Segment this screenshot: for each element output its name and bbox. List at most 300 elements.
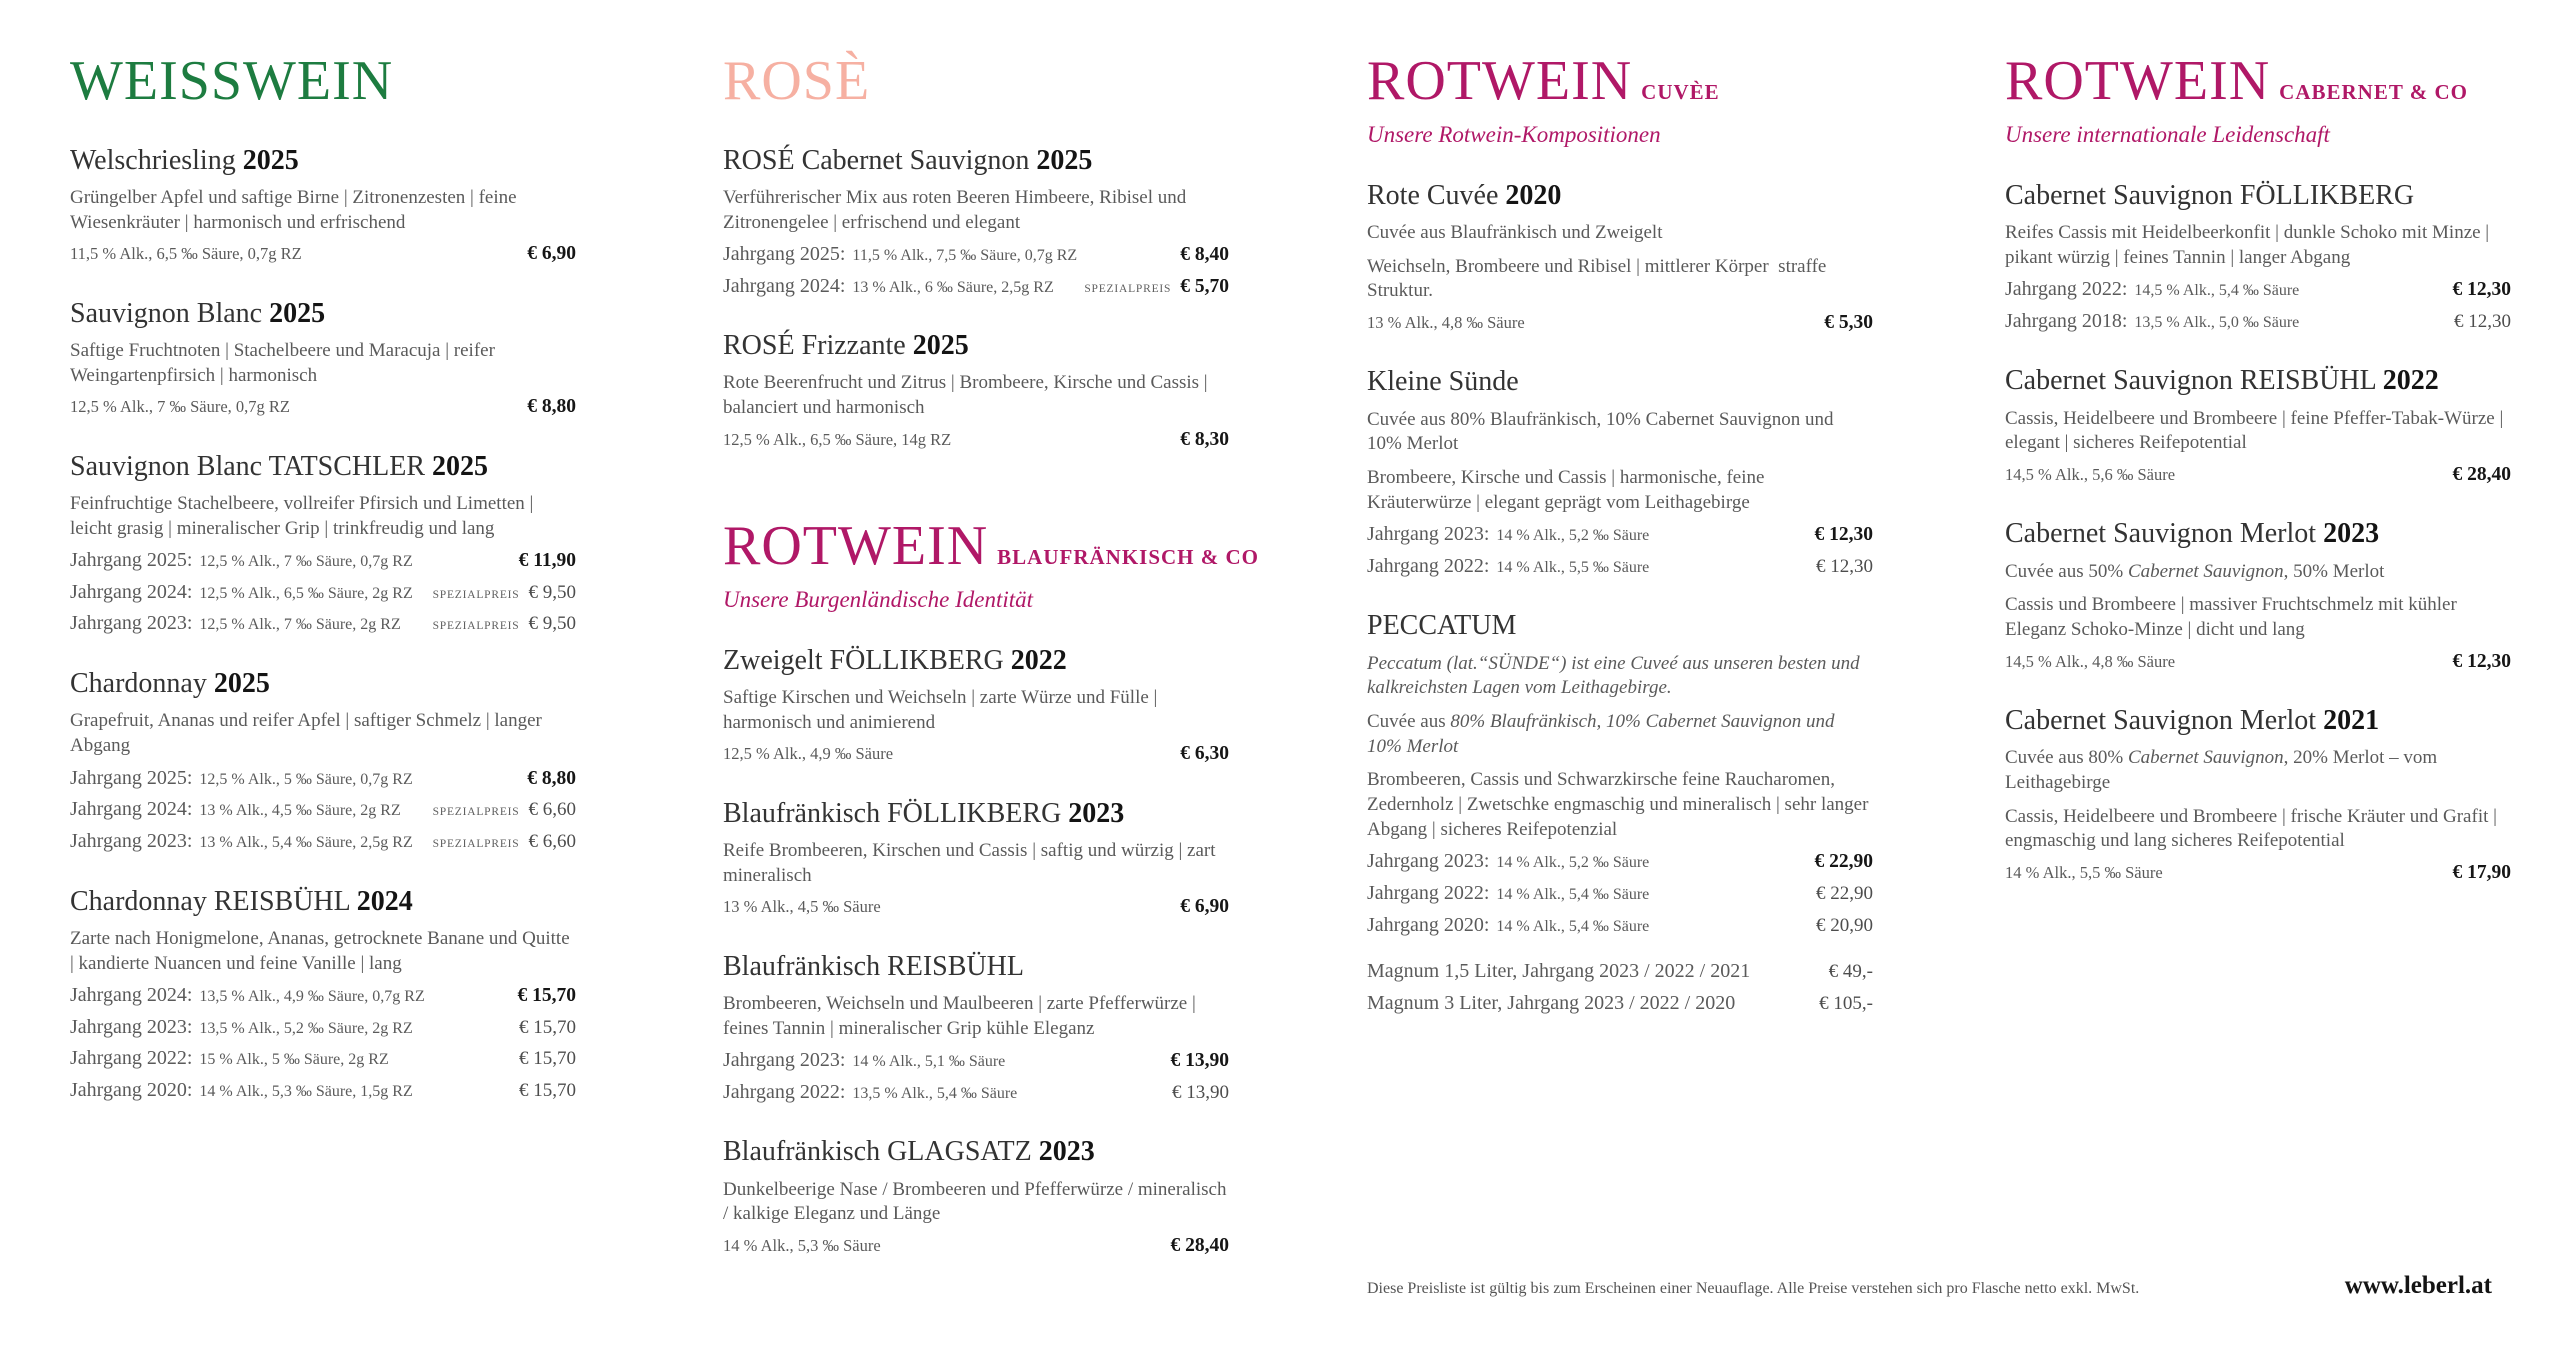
price-row bbox=[70, 766, 576, 790]
alcohol-info: 14 % Alk., 5,2 ‰ Säure bbox=[1496, 854, 1650, 872]
wine-vintage-year: 2024 bbox=[356, 885, 413, 917]
wine-title bbox=[1367, 366, 1873, 398]
price-row bbox=[70, 1015, 576, 1040]
price-group bbox=[423, 613, 576, 636]
alcohol-info: 12,5 % Alk., 5 ‰ Säure, 0,7g RZ bbox=[199, 770, 413, 788]
section-header bbox=[2005, 50, 2511, 148]
wine-title bbox=[1367, 610, 1873, 642]
vintage-label: Jahrgang 2020: bbox=[70, 1079, 193, 1102]
price-row bbox=[2005, 309, 2511, 334]
description-italic-segment: 80% Blaufränkisch, 10% Cabernet Sauvignon und 10% Merlot bbox=[1367, 711, 1840, 757]
price: € 22,90 bbox=[1814, 851, 1873, 873]
price: € 13,90 bbox=[1172, 1081, 1229, 1103]
price-group bbox=[2443, 650, 2512, 673]
price-group bbox=[1161, 1234, 1230, 1257]
wine-name: ROSÉ Frizzante bbox=[723, 330, 906, 362]
wine-description bbox=[70, 927, 576, 976]
price-row bbox=[723, 242, 1229, 266]
wine-item bbox=[2005, 518, 2511, 673]
description-segment: Brombeeren, Weichseln und Maulbeeren | zarte Pfefferwürze | feines Tannin | mineralischer Grip kühle Eleganz bbox=[723, 992, 1201, 1039]
price-group bbox=[2443, 463, 2512, 486]
menu-section bbox=[723, 50, 1229, 451]
price: € 8,80 bbox=[527, 396, 576, 418]
description-segment: , 20% Merlot – vom Leithagebirge bbox=[2005, 747, 2442, 793]
price-row bbox=[70, 1078, 576, 1103]
alcohol-info: 13,5 % Alk., 4,9 ‰ Säure, 0,7g RZ bbox=[199, 988, 425, 1006]
wine-title bbox=[723, 145, 1229, 177]
wine-vintage-year: 2020 bbox=[1505, 179, 1562, 211]
description-segment: Cuvée aus Blaufränkisch und Zweigelt bbox=[1367, 221, 1663, 243]
wine-name: Zweigelt FÖLLIKBERG bbox=[723, 644, 1004, 676]
price-row bbox=[70, 580, 576, 605]
price-row bbox=[70, 797, 576, 822]
description-segment: Weichseln, Brombeere und Ribisel | mittlerer Körper straffe Struktur. bbox=[1367, 255, 1832, 302]
wine-title bbox=[2005, 518, 2511, 550]
wine-title bbox=[723, 330, 1229, 362]
wine-name: ROSÉ Cabernet Sauvignon bbox=[723, 144, 1030, 176]
price-row bbox=[2005, 277, 2511, 301]
wine-description bbox=[723, 839, 1229, 888]
price: € 12,30 bbox=[1814, 524, 1873, 546]
website-link: www.leberl.at bbox=[2344, 1272, 2492, 1299]
description-segment: Cuvée aus 80% bbox=[2005, 747, 2128, 769]
price-group bbox=[1170, 895, 1229, 918]
price: € 105,- bbox=[1819, 993, 1873, 1015]
section-heading bbox=[723, 50, 1229, 113]
price: € 12,30 bbox=[2452, 279, 2511, 301]
alcohol-info: 14 % Alk., 5,4 ‰ Säure bbox=[1496, 917, 1650, 935]
price: € 9,50 bbox=[528, 581, 576, 603]
price-row bbox=[723, 428, 1229, 451]
wine-description bbox=[1367, 710, 1873, 759]
section-subtitle: Unsere Burgenländische Identität bbox=[723, 586, 1034, 612]
vintage-label: Jahrgang 2024: bbox=[70, 580, 193, 603]
wine-name: Cabernet Sauvignon Merlot bbox=[2005, 518, 2317, 550]
alcohol-info: 13 % Alk., 4,8 ‰ Säure bbox=[1367, 312, 1525, 332]
description-segment: Cuvée aus 80% Blaufränkisch, 10% Cabernet Sauvignon und 10% Merlot bbox=[1367, 408, 1839, 455]
vintage-label: Jahrgang 2025: bbox=[70, 549, 193, 572]
description-italic-segment: Cabernet Sauvignon bbox=[2127, 560, 2284, 582]
price-group bbox=[1819, 961, 1873, 984]
spezialpreis-label: SPEZIALPREIS bbox=[432, 837, 520, 850]
price-row bbox=[2005, 861, 2511, 884]
alcohol-info: 14 % Alk., 5,4 ‰ Säure bbox=[1496, 885, 1650, 903]
vintage-label: Jahrgang 2024: bbox=[70, 984, 193, 1007]
menu-column-rose-und-blaufraenkisch bbox=[723, 50, 1260, 1257]
price-row bbox=[70, 242, 576, 265]
wine-name: Chardonnay REISBÜHL bbox=[70, 885, 350, 917]
wine-description bbox=[1367, 652, 1873, 701]
alcohol-info: 11,5 % Alk., 7,5 ‰ Säure, 0,7g RZ bbox=[852, 247, 1078, 265]
wine-title bbox=[723, 798, 1229, 830]
vintage-label: Jahrgang 2022: bbox=[1367, 881, 1490, 904]
menu-section bbox=[2005, 50, 2511, 884]
wine-name: Cabernet Sauvignon Merlot bbox=[2005, 705, 2317, 737]
price-row bbox=[1367, 554, 1873, 579]
wine-description bbox=[723, 686, 1229, 735]
price: € 9,50 bbox=[528, 613, 576, 635]
alcohol-info: 12,5 % Alk., 7 ‰ Säure, 2g RZ bbox=[199, 616, 401, 634]
price-row bbox=[1367, 881, 1873, 906]
wine-name: Blaufränkisch GLAGSATZ bbox=[723, 1136, 1032, 1168]
vintage-label: Jahrgang 2022: bbox=[2005, 278, 2128, 301]
wine-item bbox=[70, 298, 576, 419]
description-segment: Cuvée aus bbox=[1367, 711, 1451, 733]
description-segment: Cuvée aus 50% bbox=[2005, 560, 2128, 582]
price-group bbox=[423, 582, 576, 605]
price-group bbox=[1809, 993, 1873, 1016]
wine-name: Sauvignon Blanc TATSCHLER bbox=[70, 450, 426, 482]
section-title: ROTWEIN bbox=[1367, 50, 1633, 112]
price-group bbox=[509, 1080, 576, 1103]
section-header bbox=[70, 50, 576, 113]
section-heading bbox=[70, 50, 576, 113]
wine-name: Kleine Sünde bbox=[1367, 366, 1519, 398]
price: € 13,90 bbox=[1170, 1050, 1229, 1072]
price-group bbox=[517, 242, 576, 265]
spezialpreis-label: SPEZIALPREIS bbox=[432, 588, 520, 601]
alcohol-info: 13 % Alk., 5,4 ‰ Säure, 2,5g RZ bbox=[199, 833, 413, 851]
price: € 11,90 bbox=[518, 550, 576, 572]
price-group bbox=[1806, 556, 1873, 579]
menu-section bbox=[1367, 50, 1873, 1016]
wine-title bbox=[70, 145, 576, 177]
price-group bbox=[509, 549, 576, 572]
price-row bbox=[70, 829, 576, 854]
wine-name: Cabernet Sauvignon REISBÜHL bbox=[2005, 365, 2376, 397]
wine-description bbox=[1367, 466, 1873, 515]
price: € 5,30 bbox=[1824, 311, 1873, 333]
wine-vintage-year: 2021 bbox=[2323, 705, 2380, 737]
wine-item bbox=[1367, 610, 1873, 1016]
price: € 12,30 bbox=[2452, 650, 2511, 672]
description-italic-segment: Cabernet Sauvignon bbox=[2127, 747, 2284, 769]
vintage-label: Jahrgang 2025: bbox=[70, 766, 193, 789]
alcohol-info: 12,5 % Alk., 6,5 ‰ Säure, 14g RZ bbox=[723, 429, 952, 449]
wine-vintage-year: 2025 bbox=[912, 330, 969, 362]
wine-title bbox=[2005, 365, 2511, 397]
price-row bbox=[723, 742, 1229, 765]
price: € 28,40 bbox=[2452, 464, 2511, 486]
alcohol-info: 13 % Alk., 6 ‰ Säure, 2,5g RZ bbox=[852, 278, 1054, 296]
alcohol-info: 13 % Alk., 4,5 ‰ Säure, 2g RZ bbox=[199, 802, 401, 820]
price-row bbox=[723, 274, 1229, 298]
footer bbox=[1367, 1272, 2492, 1300]
price-group bbox=[1074, 275, 1229, 298]
alcohol-info: 14,5 % Alk., 4,8 ‰ Säure bbox=[2005, 651, 2176, 671]
price-group bbox=[1162, 1082, 1229, 1105]
wine-vintage-year: 2023 bbox=[1068, 797, 1125, 829]
wine-item bbox=[70, 886, 576, 1103]
wine-name: Chardonnay bbox=[70, 668, 207, 700]
section-header bbox=[723, 50, 1229, 113]
price: € 49,- bbox=[1828, 961, 1873, 983]
alcohol-info: 14,5 % Alk., 5,4 ‰ Säure bbox=[2134, 282, 2300, 300]
price-row bbox=[70, 611, 576, 636]
price: € 8,30 bbox=[1180, 428, 1229, 450]
wine-description bbox=[70, 339, 576, 388]
footer-note: Diese Preisliste ist gültig bis zum Erscheinen einer Neuauflage. Alle Preise verstehen sich pro Flasche netto exkl. MwSt. bbox=[1367, 1280, 2140, 1297]
wine-title bbox=[70, 886, 576, 918]
wine-description bbox=[1367, 408, 1873, 457]
wine-vintage-year: 2025 bbox=[269, 297, 326, 329]
wine-item bbox=[723, 798, 1229, 919]
wine-item bbox=[723, 951, 1229, 1105]
wine-description bbox=[2005, 407, 2511, 456]
menu-section bbox=[70, 50, 576, 1103]
vintage-label: Jahrgang 2023: bbox=[1367, 523, 1490, 546]
price-group bbox=[1170, 243, 1229, 266]
description-segment: Saftige Fruchtnoten | Stachelbeere und Maracuja | reifer Weingartenpfirsich | harmonisch bbox=[70, 339, 500, 386]
wine-vintage-year: 2023 bbox=[2323, 518, 2380, 550]
wine-item bbox=[1367, 180, 1873, 335]
vintage-label: Jahrgang 2023: bbox=[1367, 850, 1490, 873]
vintage-label: Jahrgang 2025: bbox=[723, 243, 846, 266]
wine-item bbox=[723, 645, 1229, 766]
wine-item bbox=[2005, 365, 2511, 486]
vintage-label: Jahrgang 2020: bbox=[1367, 913, 1490, 936]
wine-item bbox=[70, 145, 576, 266]
alcohol-info: 13,5 % Alk., 5,4 ‰ Säure bbox=[852, 1084, 1018, 1102]
wine-title bbox=[723, 951, 1229, 983]
wine-item bbox=[723, 1136, 1232, 1257]
wine-item bbox=[723, 330, 1229, 451]
price-group bbox=[1170, 742, 1229, 765]
description-segment: Zarte nach Honigmelone, Ananas, getrocknete Banane und Quitte | kandierte Nuancen und feine Vanille | lang bbox=[70, 927, 575, 974]
price-group bbox=[1805, 523, 1874, 546]
vintage-label: Magnum 1,5 Liter, Jahrgang 2023 / 2022 / 2021 bbox=[1367, 960, 1751, 983]
price-row bbox=[2005, 463, 2511, 486]
vintage-label: Jahrgang 2022: bbox=[723, 1080, 846, 1103]
price: € 6,60 bbox=[528, 799, 576, 821]
alcohol-info: 13,5 % Alk., 5,2 ‰ Säure, 2g RZ bbox=[199, 1019, 413, 1037]
menu-column-rotwein-cabernet bbox=[2005, 50, 2511, 884]
wine-description bbox=[723, 1178, 1232, 1227]
alcohol-info: 12,5 % Alk., 7 ‰ Säure, 0,7g RZ bbox=[199, 553, 413, 571]
description-segment: Feinfruchtige Stachelbeere, vollreifer Pfirsich und Limetten | leicht grasig | mineralischer Grip | trinkfreudig und lang bbox=[70, 492, 539, 539]
wine-item bbox=[2005, 180, 2511, 334]
wine-name: Welschriesling bbox=[70, 144, 236, 176]
section-subtitle: Unsere internationale Leidenschaft bbox=[2005, 121, 2330, 147]
wine-name: Blaufränkisch REISBÜHL bbox=[723, 950, 1024, 982]
wine-item bbox=[1367, 366, 1873, 578]
vintage-label: Magnum 3 Liter, Jahrgang 2023 / 2022 / 2020 bbox=[1367, 992, 1736, 1015]
wine-item bbox=[70, 668, 576, 854]
price: € 15,70 bbox=[519, 1016, 576, 1038]
price-group bbox=[1805, 850, 1874, 873]
spezialpreis-label: SPEZIALPREIS bbox=[432, 806, 520, 819]
menu-section bbox=[723, 515, 1260, 1257]
price-group bbox=[1806, 915, 1873, 938]
description-segment: Verführerischer Mix aus roten Beeren Himbeere, Ribisel und Zitronengelee | erfrischend und elegant bbox=[723, 186, 1191, 233]
wine-title bbox=[70, 298, 576, 330]
menu-column-rotwein-cuvee bbox=[1367, 50, 1873, 1016]
description-segment: Cassis, Heidelbeere und Brombeere | feine Pfeffer-Tabak-Würze | elegant | sicheres Reifepotential bbox=[2005, 407, 2509, 454]
wine-description bbox=[1367, 255, 1873, 304]
price-group bbox=[1161, 1049, 1230, 1072]
wine-description bbox=[723, 371, 1229, 420]
wine-title bbox=[70, 668, 576, 700]
alcohol-info: 13 % Alk., 4,5 ‰ Säure bbox=[723, 897, 881, 917]
description-segment: Cassis und Brombeere | massiver Fruchtschmelz mit kühler Eleganz Schoko-Minze | dicht und lang bbox=[2005, 594, 2462, 640]
price-group bbox=[1806, 883, 1873, 906]
wine-description bbox=[723, 992, 1229, 1041]
description-segment: Reife Brombeeren, Kirschen und Cassis | saftig und würzig | zart mineralisch bbox=[723, 839, 1221, 886]
wine-title bbox=[2005, 180, 2511, 212]
price-group bbox=[2443, 278, 2512, 301]
alcohol-info: 12,5 % Alk., 7 ‰ Säure, 0,7g RZ bbox=[70, 397, 290, 417]
alcohol-info: 15 % Alk., 5 ‰ Säure, 2g RZ bbox=[199, 1051, 389, 1069]
wine-title bbox=[723, 1136, 1229, 1168]
wine-vintage-year: 2022 bbox=[1010, 644, 1067, 676]
wine-item bbox=[2005, 705, 2511, 884]
price-row bbox=[1367, 991, 1873, 1016]
price: € 20,90 bbox=[1816, 914, 1873, 936]
wine-name: Sauvignon Blanc bbox=[70, 297, 263, 329]
wine-name: Blaufränkisch FÖLLIKBERG bbox=[723, 797, 1062, 829]
price: € 15,70 bbox=[519, 1048, 576, 1070]
wine-name: PECCATUM bbox=[1367, 610, 1517, 642]
price: € 8,80 bbox=[527, 767, 576, 789]
price-row bbox=[723, 1080, 1229, 1105]
vintage-label: Jahrgang 2023: bbox=[70, 1015, 193, 1038]
price-row bbox=[1367, 913, 1873, 938]
price-row bbox=[70, 395, 576, 418]
wine-item bbox=[70, 451, 576, 637]
wine-title bbox=[1367, 180, 1873, 212]
alcohol-info: 14,5 % Alk., 5,6 ‰ Säure bbox=[2005, 465, 2176, 485]
menu-column-weisswein bbox=[70, 50, 576, 1103]
price: € 6,90 bbox=[527, 243, 576, 265]
wine-name: Cabernet Sauvignon FÖLLIKBERG bbox=[2005, 179, 2415, 211]
price-group bbox=[509, 1048, 576, 1071]
vintage-label: Jahrgang 2018: bbox=[2005, 309, 2128, 332]
alcohol-info: 13,5 % Alk., 5,0 ‰ Säure bbox=[2134, 313, 2300, 331]
vintage-label: Jahrgang 2022: bbox=[1367, 554, 1490, 577]
price-group bbox=[423, 831, 576, 854]
section-tag: CUVÈE bbox=[1641, 80, 1720, 104]
wine-description bbox=[70, 709, 576, 758]
wine-vintage-year: 2025 bbox=[1036, 144, 1093, 176]
price-row bbox=[1367, 311, 1873, 334]
price-row bbox=[70, 983, 576, 1007]
wine-description bbox=[70, 186, 576, 235]
price: € 17,90 bbox=[2452, 862, 2511, 883]
price-row bbox=[1367, 959, 1873, 984]
price: € 28,40 bbox=[1170, 1234, 1229, 1256]
vintage-label: Jahrgang 2024: bbox=[723, 274, 846, 297]
alcohol-info: 11,5 % Alk., 6,5 ‰ Säure, 0,7g RZ bbox=[70, 244, 302, 264]
wine-description bbox=[723, 186, 1229, 235]
alcohol-info: 14 % Alk., 5,3 ‰ Säure, 1,5g RZ bbox=[199, 1083, 413, 1101]
section-heading bbox=[1367, 50, 1873, 113]
wine-description bbox=[2005, 746, 2511, 795]
price-group bbox=[1814, 311, 1873, 334]
price-group bbox=[423, 799, 576, 822]
spezialpreis-label: SPEZIALPREIS bbox=[1084, 282, 1172, 295]
section-header bbox=[723, 515, 1260, 613]
wine-item bbox=[723, 145, 1229, 298]
vintage-label: Jahrgang 2022: bbox=[70, 1047, 193, 1070]
section-title: ROTWEIN bbox=[2005, 50, 2271, 112]
description-segment: Brombeeren, Cassis und Schwarzkirsche feine Raucharomen, Zedernholz | Zwetschke engmaschig und mineralisch | sehr langer Abgang | sicheres Reifepotenzial bbox=[1367, 769, 1873, 840]
price: € 15,70 bbox=[519, 1080, 576, 1102]
wine-vintage-year: 2025 bbox=[213, 668, 270, 700]
price-row bbox=[2005, 650, 2511, 673]
price-group bbox=[509, 1017, 576, 1040]
wine-vintage-year: 2025 bbox=[432, 450, 489, 482]
wine-description bbox=[2005, 593, 2511, 642]
price: € 22,90 bbox=[1816, 882, 1873, 904]
vintage-label: Jahrgang 2023: bbox=[723, 1049, 846, 1072]
price: € 12,30 bbox=[1816, 555, 1873, 577]
description-segment: Grüngelber Apfel und saftige Birne | Zitronenzesten | feine Wiesenkräuter | harmonisch und erfrischend bbox=[70, 186, 521, 233]
price-row bbox=[1367, 522, 1873, 546]
section-heading bbox=[2005, 50, 2511, 113]
alcohol-info: 12,5 % Alk., 4,9 ‰ Säure bbox=[723, 744, 894, 764]
price: € 6,60 bbox=[528, 830, 576, 852]
wine-vintage-year: 2023 bbox=[1038, 1136, 1095, 1168]
section-subtitle: Unsere Rotwein-Kompositionen bbox=[1367, 121, 1661, 147]
alcohol-info: 12,5 % Alk., 6,5 ‰ Säure, 2g RZ bbox=[199, 584, 413, 602]
description-italic-segment: Peccatum (lat.“SÜNDE“) ist eine Cuveé aus unseren besten und kalkreichsten Lagen vom Leithagebirge. bbox=[1367, 652, 1865, 699]
description-segment: Grapefruit, Ananas und reifer Apfel | saftiger Schmelz | langer Abgang bbox=[70, 710, 546, 757]
wine-description bbox=[70, 492, 576, 541]
price-group bbox=[517, 395, 576, 418]
section-tag: CABERNET & CO bbox=[2279, 80, 2468, 104]
spezialpreis-label: SPEZIALPREIS bbox=[432, 620, 520, 633]
description-segment: , 50% Merlot bbox=[2283, 560, 2385, 582]
price-row bbox=[1367, 849, 1873, 873]
description-segment: Saftige Kirschen und Weichseln | zarte Würze und Fülle | harmonisch und animierend bbox=[723, 686, 1163, 733]
price-row bbox=[723, 1234, 1229, 1257]
wine-description bbox=[1367, 768, 1873, 842]
section-title: ROTWEIN bbox=[723, 515, 989, 578]
description-segment: Brombeere, Kirsche und Cassis | harmonische, feine Kräuterwürze | elegant geprägt vom Leithagebirge bbox=[1367, 466, 1770, 513]
price: € 5,70 bbox=[1180, 275, 1229, 297]
wine-description bbox=[1367, 221, 1873, 246]
section-title: ROSÈ bbox=[723, 50, 871, 112]
price: € 15,70 bbox=[517, 985, 576, 1007]
section-heading bbox=[723, 515, 1260, 578]
wine-title bbox=[70, 451, 576, 483]
description-segment: Cassis, Heidelbeere und Brombeere | frische Kräuter und Grafit | engmaschig und lang sicheres Reifepotential bbox=[2005, 805, 2502, 852]
vintage-label: Jahrgang 2023: bbox=[70, 612, 193, 635]
wine-title bbox=[2005, 705, 2511, 737]
price: € 6,30 bbox=[1180, 743, 1229, 765]
wine-description bbox=[2005, 805, 2511, 854]
wine-description bbox=[2005, 560, 2511, 585]
alcohol-info: 14 % Alk., 5,5 ‰ Säure bbox=[1496, 558, 1650, 576]
price-row bbox=[70, 1046, 576, 1071]
price-group bbox=[2444, 311, 2511, 334]
wine-vintage-year: 2025 bbox=[242, 144, 299, 176]
price-row bbox=[70, 548, 576, 572]
alcohol-info: 14 % Alk., 5,5 ‰ Säure bbox=[2005, 863, 2163, 882]
section-tag: BLAUFRÄNKISCH & CO bbox=[997, 545, 1260, 570]
alcohol-info: 14 % Alk., 5,3 ‰ Säure bbox=[723, 1235, 881, 1255]
price-group bbox=[508, 984, 577, 1007]
wine-description bbox=[2005, 221, 2511, 270]
wine-title bbox=[723, 645, 1229, 677]
wine-vintage-year: 2022 bbox=[2382, 365, 2439, 397]
price-group bbox=[1170, 428, 1229, 451]
alcohol-info: 14 % Alk., 5,1 ‰ Säure bbox=[852, 1053, 1006, 1071]
price-group bbox=[2443, 861, 2512, 884]
description-segment: Rote Beerenfrucht und Zitrus | Brombeere, Kirsche und Cassis | balanciert und harmonisch bbox=[723, 372, 1213, 418]
vintage-label: Jahrgang 2024: bbox=[70, 798, 193, 821]
price-row bbox=[723, 895, 1229, 918]
